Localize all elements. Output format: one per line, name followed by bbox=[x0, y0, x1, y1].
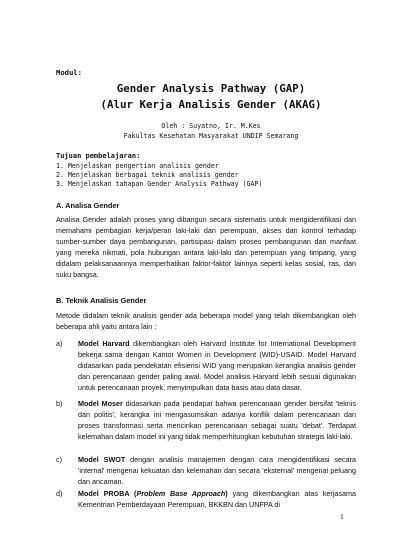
page-number: 1 bbox=[340, 512, 344, 521]
model-description: dikembangkan oleh Harvard Institute for International Development bekerja sama dengan Kantor Women in Development (WID)-USAID. Model Harvard didasarkan pada pendekatan efisiensi WID yang merupakan kerangka analisis gender dan perencanaan gender paling awal. Model analisis Harvard lebih sesuai digunakan untuk perencanaan proyek, menyimpulkan data basis atau data dasar. bbox=[78, 339, 356, 392]
list-item-body bbox=[78, 338, 356, 393]
section-a-heading: A. Analisa Gender bbox=[56, 201, 120, 210]
section-b-intro: Metode didalam teknik analisis gender ada beberapa model yang telah dikembangkan oleh beberapa ahli yaitu antara lain : bbox=[56, 311, 356, 331]
list-marker: d) bbox=[56, 489, 63, 498]
section-a-paragraph: Analisa Gender adalah proses yang dibangun secara sistematis untuk mengidentifikasi dan memahami pembagian kerja/peran laki-laki dan perempuan, akses dan kontrol terhadap sumber-sumber daya pembangunan, partisipasi dalam proses pembangunan dan manfaat yang mereka nikmati, pola hubungan antara laki-laki dan perempuan yang timpang, yang didalam pelaksanaannya memperhatikan faktor-faktor lainnya seperti kelas sosial, ras, dan suku bangsa. bbox=[56, 215, 356, 279]
model-name: Model Harvard bbox=[78, 339, 130, 348]
model-name: Model Moser bbox=[78, 399, 123, 408]
list-item-body bbox=[78, 454, 356, 487]
model-name-end: ) bbox=[225, 489, 228, 498]
author-line: Oleh : Suyatno, Ir. M.Kes bbox=[161, 122, 261, 130]
model-description: didasarkan pada pendapat bahwa perencanaan gender bersifat 'teknis dan politis', kerangka ini mengasumsikan adanya konflik dalam perencanaan dan proses transformasi serta mencirikan perencanaan sebagai suatu 'debat'. Terdapat kelemahan dalam model ini yang tidak memperhitungkan kebutuhan strategis laki-laki. bbox=[78, 399, 356, 441]
list-marker: c) bbox=[56, 455, 62, 464]
document-title: Gender Analysis Pathway (GAP) bbox=[116, 82, 306, 95]
objective-item: 1. Menjelaskan pengertian analisis gender bbox=[56, 162, 219, 170]
list-item-body bbox=[78, 398, 356, 442]
objective-item: 3. Menjelaskan tahapan Gender Analysis Pathway (GAP) bbox=[56, 180, 263, 188]
list-marker: b) bbox=[56, 399, 63, 408]
model-name: Model SWOT bbox=[78, 455, 126, 464]
model-name-italic: Problem Base Approach bbox=[136, 489, 226, 498]
model-description: dengan analisis manajemen dengan cara mengidentifikasi secara 'internal' mengenai kekuatan dan kelemahan dan secara 'eksternal' mengenai peluang dan ancaman. bbox=[78, 455, 356, 486]
section-b-heading: B. Teknik Analisis Gender bbox=[56, 296, 147, 305]
list-item-body bbox=[78, 488, 356, 510]
modul-label: Modul: bbox=[56, 68, 82, 77]
document-subtitle: (Alur Kerja Analisis Gender (AKAG) bbox=[100, 98, 322, 111]
list-marker: a) bbox=[56, 339, 63, 348]
affiliation-line: Fakultas Kesehatan Masyarakat UNDIP Semarang bbox=[123, 132, 299, 140]
objective-item: 2. Menjelaskan berbagai teknik analisis gender bbox=[56, 171, 239, 179]
model-description: yang dikembangkan atas kerjasama Kementrian Pemberdayaan Perempuan, BKKBN dan UNFPA di bbox=[78, 489, 356, 509]
model-name: Model PROBA ( bbox=[78, 489, 137, 498]
objectives-heading: Tujuan pembelajaran: bbox=[56, 152, 141, 160]
